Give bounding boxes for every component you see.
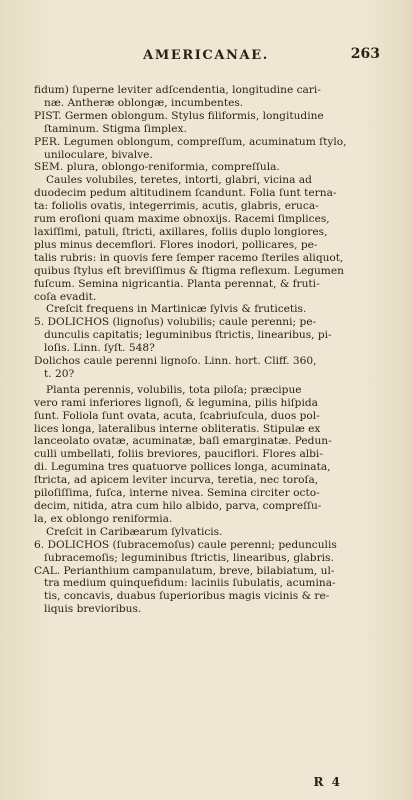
text-line: ſtricta, ad apicem leviter incurva, teretia, nec toroſa, (34, 474, 319, 487)
text-line: PIST. Germen oblongum. Stylus filiformis, longitudine (34, 109, 324, 122)
text-line: Creſcit in Caribæarum ſylvaticis. (46, 525, 223, 538)
running-head: AMERICANAE. (143, 48, 269, 63)
text-line: vero rami inferiores lignoſi, & legumina, pilis hiſpida (34, 396, 318, 409)
text-line: talis rubris: in quovis fere ſemper racemo ſteriles aliquot, (34, 251, 344, 264)
page-header (0, 48, 412, 70)
text-line: loſis. Linn. ſyſt. 548? (44, 342, 155, 355)
text-line: Planta perennis, volubilis, tota piloſa; præcipue (46, 383, 302, 396)
page-footer (0, 775, 412, 791)
text-line: lanceolato ovatæ, acuminatæ, baſi emarginatæ. Pedun- (34, 435, 332, 448)
text-line: PER. Legumen oblongum, compreſſum, acuminatum ſtylo, (34, 135, 347, 148)
text-line: uniloculare, bivalve. (44, 148, 153, 161)
text-line: ſtaminum. Stigma ſimplex. (44, 122, 187, 135)
text-line: di. Legumina tres quatuorve pollices longa, acuminata, (34, 461, 331, 474)
text-line: dunculis capitatis; leguminibus ſtrictis, linearibus, pi- (44, 329, 332, 342)
text-line: lices longa, lateralibus interne obliteratis. Stipulæ ex (34, 422, 321, 435)
text-line: tra medium quinquefidum: laciniis ſubulatis, acumina- (44, 577, 336, 590)
page-body (34, 84, 388, 616)
text-line: CAL. Perianthium campanulatum, breve, bilabiatum, ul- (34, 564, 335, 577)
text-line: ſubracemoſis; leguminibus ſtrictis, linearibus, glabris. (44, 551, 334, 564)
text-line: ta: foliolis ovatis, integerrimis, acutis, glabris, eruca- (34, 200, 319, 213)
text-line: liquis brevioribus. (44, 603, 142, 616)
text-line: duodecim pedum altitudinem ſcandunt. Folia ſunt terna- (34, 187, 337, 200)
species-heading: 6. DOLICHOS (ſubracemoſus) caule perenni; pedunculis (34, 538, 337, 551)
text-line: laxiſſimi, patuli, ſtricti, axillares, foliis duplo longiores, (34, 225, 328, 238)
species-heading: 5. DOLICHOS (lignoſus) volubilis; caule perenni; pe- (34, 316, 317, 329)
text-line: culli umbellati, foliis breviores, pauciflori. Flores albi- (34, 448, 323, 461)
text-line: ſunt. Foliola ſunt ovata, acuta, ſcabriuſcula, duos pol- (34, 409, 320, 422)
text-line: decim, nitida, atra cum hilo albido, parva, compreſſu- (34, 500, 322, 512)
text-line: la, ex oblongo reniformia. (34, 512, 173, 525)
text-line: tis, concavis, duabus ſuperioribus magis vicinis & re- (44, 590, 330, 603)
text-line: rum eroſioni quam maxime obnoxijs. Racemi ſimplices, (34, 213, 330, 226)
page-number: 263 (350, 46, 380, 62)
text-line: næ. Antheræ oblongæ, incumbentes. (44, 96, 244, 109)
signature-mark: R 4 (313, 775, 342, 789)
text-line: Dolichos caule perenni lignoſo. Linn. hort. Cliff. 360, (34, 355, 317, 368)
text-line: piloſiſſima, fuſca, interne nivea. Semina circiter octo- (34, 487, 320, 500)
text-line: quibus ſtylus eſt breviſſimus & ſtigma reflexum. Legumen (34, 264, 344, 277)
text-line: fuſcum. Semina nigricantia. Planta perennat, & fruti- (34, 277, 320, 290)
text-line: coſa evadit. (34, 290, 97, 303)
text-line: Creſcit frequens in Martinicæ ſylvis & fruticetis. (46, 303, 307, 316)
text-line: SEM. plura, oblongo-reniformia, compreſſula. (34, 161, 280, 174)
text-line: plus minus decemflori. Flores inodori, pollicares, pe- (34, 238, 318, 251)
text-line: fidum) ſuperne leviter adſcendentia, longitudine cari- (34, 84, 321, 96)
text-line: t. 20? (44, 367, 75, 380)
text-line: Caules volubiles, teretes, intorti, glabri, vicina ad (46, 174, 312, 187)
